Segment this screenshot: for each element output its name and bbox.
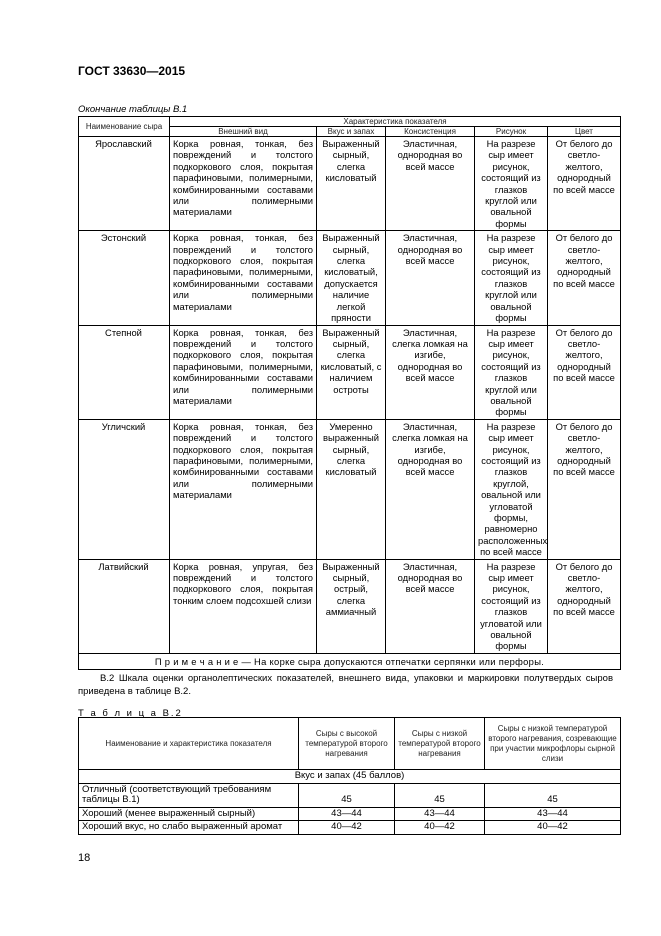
appearance-cell: Корка ровная, тонкая, без повреждений и толстого подкоркового слоя, покрытая парафиновыми, полимерными, комбинированными составами или полимерными материалами bbox=[170, 419, 317, 559]
table-row bbox=[79, 137, 621, 231]
appearance-cell: Корка ровная, тонкая, без повреждений и толстого подкоркового слоя, покрытая парафиновыми, полимерными, комбинированными составами или полимерными материалами bbox=[170, 137, 317, 231]
table-row bbox=[79, 783, 621, 807]
table2-caption: Т а б л и ц а В.2 bbox=[78, 708, 183, 719]
table-row bbox=[79, 821, 621, 835]
col-header-taste: Вкус и запах bbox=[317, 127, 386, 137]
cheese-name: Угличский bbox=[79, 419, 170, 559]
taste-cell: Выраженный сырный, слегка кисловатый, допускается наличие легкой пряности bbox=[317, 231, 386, 325]
color-cell: От белого до светло-желтого, однородный по всей массе bbox=[548, 559, 621, 653]
texture-cell: Эластичная, однородная во всей массе bbox=[386, 231, 475, 325]
taste-cell: Выраженный сырный, острый, слегка аммиачный bbox=[317, 559, 386, 653]
appearance-cell: Корка ровная, тонкая, без повреждений и толстого подкоркового слоя, покрытая парафиновыми, полимерными, комбинированными составами или полимерными материалами bbox=[170, 325, 317, 419]
pattern-cell: На разрезе сыр имеет рисунок, состоящий из глазков круглой, овальной или угловатой формы, равномерно расположенных по всей массе bbox=[475, 419, 548, 559]
table-b2 bbox=[78, 717, 621, 835]
col-header-appearance: Внешний вид bbox=[170, 127, 317, 137]
score-cell: 40—42 bbox=[395, 821, 485, 835]
table-note: П р и м е ч а н и е — На корке сыра допускаются отпечатки серпянки или перфоры. bbox=[79, 653, 621, 669]
section-paragraph: В.2 Шкала оценки органолептических показателей, внешнего вида, упаковки и маркировки полутвердых сыров приведена в таблице В.2. bbox=[78, 673, 613, 697]
page-number: 18 bbox=[78, 852, 91, 864]
col-header-name: Наименование сыра bbox=[79, 117, 170, 137]
score-cell: 45 bbox=[485, 783, 621, 807]
taste-cell: Выраженный сырный, слегка кисловатый, с наличием остроты bbox=[317, 325, 386, 419]
col-header-high-temp: Сыры с высокой температурой второго нагревания bbox=[299, 718, 395, 770]
score-cell: 43—44 bbox=[485, 807, 621, 821]
score-cell: 45 bbox=[395, 783, 485, 807]
texture-cell: Эластичная, слегка ломкая на изгибе, однородная во всей массе bbox=[386, 325, 475, 419]
table-row bbox=[79, 419, 621, 559]
texture-cell: Эластичная, однородная во всей массе bbox=[386, 137, 475, 231]
score-cell: 43—44 bbox=[299, 807, 395, 821]
cheese-name: Эстонский bbox=[79, 231, 170, 325]
color-cell: От белого до светло-желтого, однородный по всей массе bbox=[548, 325, 621, 419]
cheese-name: Ярославский bbox=[79, 137, 170, 231]
table1-caption: Окончание таблицы В.1 bbox=[78, 104, 188, 115]
color-cell: От белого до светло-желтого, однородный по всей массе bbox=[548, 137, 621, 231]
col-header-texture: Консистенция bbox=[386, 127, 475, 137]
appearance-cell: Корка ровная, тонкая, без повреждений и толстого подкоркового слоя, покрытая парафиновыми, полимерными, комбинированными составами или полимерными материалами bbox=[170, 231, 317, 325]
score-cell: 43—44 bbox=[395, 807, 485, 821]
section-row: Вкус и запах (45 баллов) bbox=[79, 770, 621, 784]
cheese-name: Латвийский bbox=[79, 559, 170, 653]
score-cell: 45 bbox=[299, 783, 395, 807]
table-row bbox=[79, 807, 621, 821]
table-row bbox=[79, 231, 621, 325]
taste-cell: Умеренно выраженный сырный, слегка кисловатый bbox=[317, 419, 386, 559]
taste-cell: Выраженный сырный, слегка кисловатый bbox=[317, 137, 386, 231]
table-row bbox=[79, 559, 621, 653]
pattern-cell: На разрезе сыр имеет рисунок, состоящий из глазков круглой или овальной формы bbox=[475, 231, 548, 325]
indicator-label: Хороший вкус, но слабо выраженный аромат bbox=[79, 821, 299, 835]
table-note-row bbox=[79, 653, 621, 669]
cheese-name: Степной bbox=[79, 325, 170, 419]
col-header-low-temp: Сыры с низкой температурой второго нагревания bbox=[395, 718, 485, 770]
texture-cell: Эластичная, слегка ломкая на изгибе, однородная во всей массе bbox=[386, 419, 475, 559]
score-cell: 40—42 bbox=[299, 821, 395, 835]
pattern-cell: На разрезе сыр имеет рисунок, состоящий из глазков круглой или овальной формы bbox=[475, 325, 548, 419]
col-header-color: Цвет bbox=[548, 127, 621, 137]
pattern-cell: На разрезе сыр имеет рисунок, состоящий из глазков круглой или овальной формы bbox=[475, 137, 548, 231]
table-b1 bbox=[78, 116, 621, 670]
col-header-pattern: Рисунок bbox=[475, 127, 548, 137]
table-row bbox=[79, 325, 621, 419]
color-cell: От белого до светло-желтого, однородный по всей массе bbox=[548, 419, 621, 559]
pattern-cell: На разрезе сыр имеет рисунок, состоящий из глазков угловатой или овальной формы bbox=[475, 559, 548, 653]
score-cell: 40—42 bbox=[485, 821, 621, 835]
group-header: Характеристика показателя bbox=[170, 117, 621, 127]
document-header: ГОСТ 33630—2015 bbox=[78, 64, 186, 78]
appearance-cell: Корка ровная, упругая, без повреждений и толстого подкоркового слоя, покрытая тонким слоем подсохшей слизи bbox=[170, 559, 317, 653]
col-header-indicator: Наименование и характеристика показателя bbox=[79, 718, 299, 770]
indicator-label: Отличный (соответствующий требованиям таблицы В.1) bbox=[79, 783, 299, 807]
col-header-low-temp-smear: Сыры с низкой температурой второго нагревания, созревающие при участии микрофлоры сырной слизи bbox=[485, 718, 621, 770]
indicator-label: Хороший (менее выраженный сырный) bbox=[79, 807, 299, 821]
color-cell: От белого до светло-желтого, однородный по всей массе bbox=[548, 231, 621, 325]
texture-cell: Эластичная, однородная во всей массе bbox=[386, 559, 475, 653]
